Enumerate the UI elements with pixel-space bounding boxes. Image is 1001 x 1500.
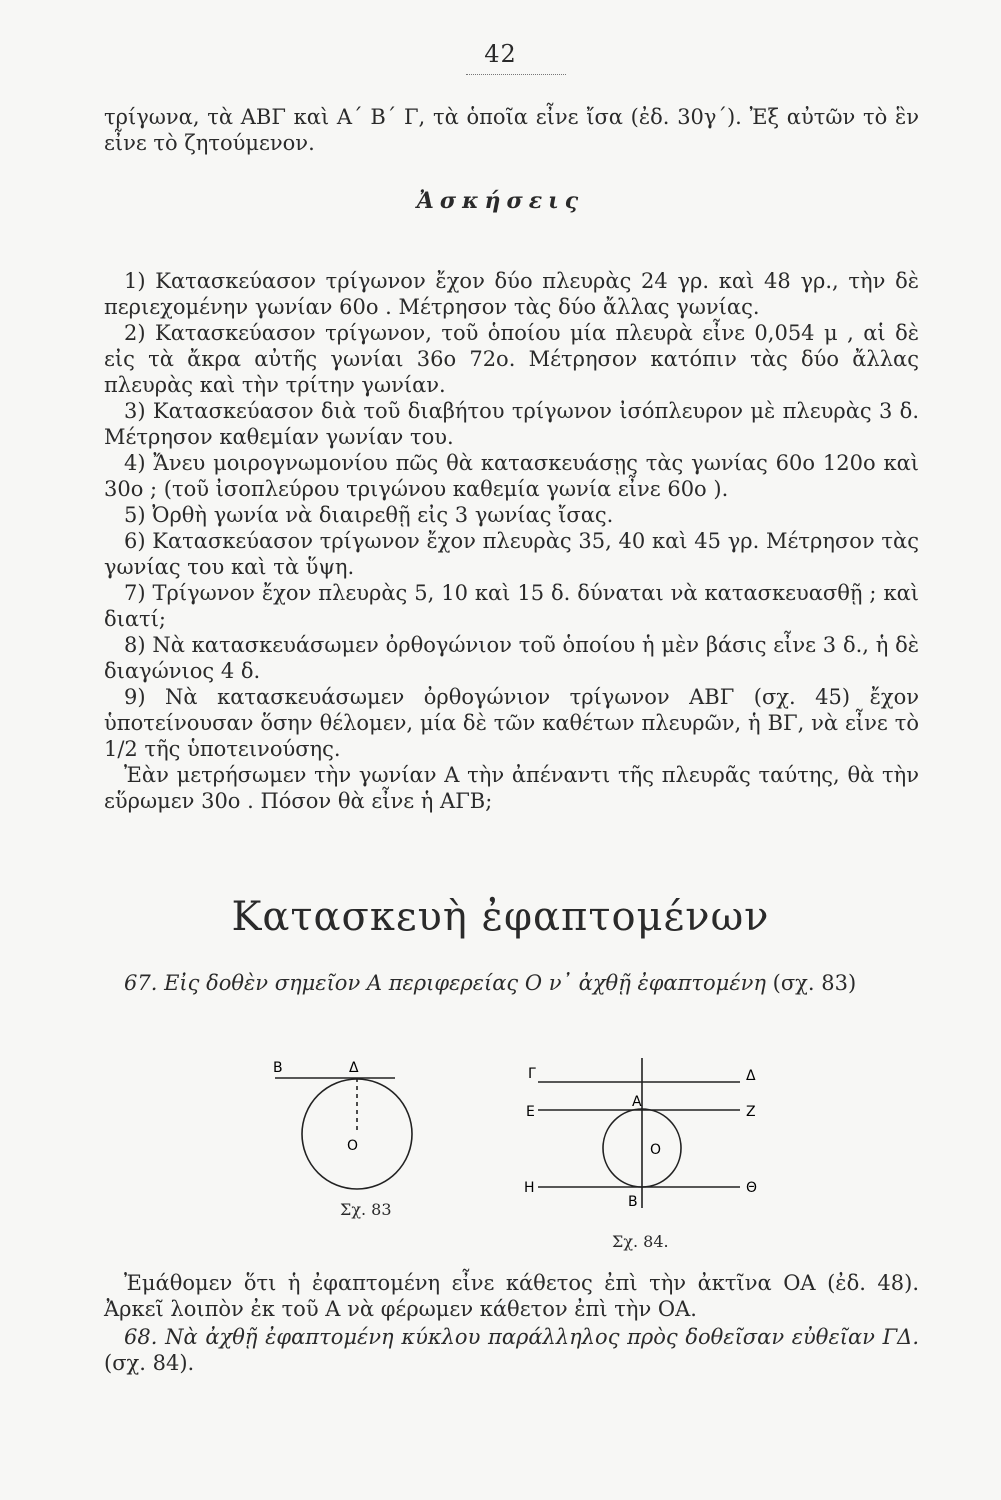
- figure-83: [265, 1050, 425, 1200]
- intro-text: τρίγωνα, τὰ ΑΒΓ καὶ Α΄ Β΄ Γ, τὰ ὁποῖα εἶνε ἴσα (ἐδ. 30γ΄). Ἐξ αὐτῶν τὸ ἓν εἶνε τὸ ζητούμενον.: [104, 105, 919, 155]
- label-e: Ε: [526, 1104, 535, 1120]
- label-o: Ο: [347, 1138, 359, 1154]
- exercise-item: 5) Ὀρθὴ γωνία νὰ διαιρεθῇ εἰς 3 γωνίας ἴσας.: [124, 503, 614, 527]
- problem-68-ref: (σχ. 84).: [104, 1351, 195, 1375]
- label-b: Β: [628, 1194, 638, 1210]
- label-o: Ο: [650, 1142, 662, 1158]
- figure-84-drawing: [520, 1050, 780, 1225]
- exercise-item: 8) Νὰ κατασκευάσωμεν ὀρθογώνιον τοῦ ὁποίου ἡ μὲν βάσις εἶνε 3 δ., ἡ δὲ διαγώνιος 4 δ.: [104, 633, 919, 683]
- exercise-item: 7) Τρίγωνον ἔχον πλευρὰς 5, 10 καὶ 15 δ. δύναται νὰ κατασκευασθῇ ; καὶ διατί;: [104, 581, 919, 631]
- problem-67: [104, 970, 919, 996]
- exercise-item: 9) Νὰ κατασκευάσωμεν ὀρθογώνιον τρίγωνον ΑΒΓ (σχ. 45) ἔχον ὑποτείνουσαν ὅσην θέλομεν, μία δὲ τῶν καθέτων πλευρῶν, ἡ ΒΓ, νὰ εἶνε τὸ 1/2 τῆς ὑποτεινούσης.: [104, 685, 919, 761]
- exercise-item: 2) Κατασκεύασον τρίγωνον, τοῦ ὁποίου μία πλευρὰ εἶνε 0,054 μ , αἱ δὲ εἰς τὰ ἄκρα αὐτῆς γωνίαι 36ο 72ο. Μέτρησον κατόπιν τὰς δύο ἄλλας πλευρὰς καὶ τὴν τρίτην γωνίαν.: [104, 321, 919, 397]
- problem-68-number: 68.: [124, 1325, 158, 1349]
- exercise-item: 1) Κατασκεύασον τρίγωνον ἔχον δύο πλευρὰς 24 γρ. καὶ 48 γρ., τὴν δὲ περιεχομένην γωνίαν 60ο . Μέτρησον τὰς δύο ἄλλας γωνίας.: [104, 269, 919, 319]
- after-figures-text: Ἐμάθομεν ὅτι ἡ ἐφαπτομένη εἶνε κάθετος ἐπὶ τὴν ἀκτῖνα ΟΑ (ἐδ. 48). Ἀρκεῖ λοιπὸν ἐκ τοῦ Α νὰ φέρωμεν κάθετον ἐπὶ τὴν ΟΑ.: [104, 1271, 919, 1321]
- label-d: Δ: [746, 1068, 756, 1084]
- exercises-heading: Ἀσκήσεις: [416, 188, 585, 214]
- label-h: Η: [524, 1180, 535, 1196]
- intro-paragraph: [104, 104, 919, 156]
- problem-67-ref: (σχ. 83): [772, 971, 857, 995]
- section-title: Κατασκευὴ ἐφαπτομένων: [231, 894, 770, 940]
- problem-68-statement: Νὰ ἀχθῇ ἐφαπτομένη κύκλου παράλληλος πρὸς δοθεῖσαν εὐθεῖαν ΓΔ.: [165, 1325, 919, 1349]
- problem-67-statement: Εἰς δοθὲν σημεῖον Α περιφερείας Ο ν᾿ ἀχθῇ ἐφαπτομένη: [164, 971, 766, 995]
- page-number: 42: [484, 40, 517, 68]
- figure-84: [520, 1050, 780, 1225]
- label-b: Β: [273, 1060, 283, 1076]
- label-z: Ζ: [746, 1104, 756, 1120]
- exercise-item: Ἐὰν μετρήσωμεν τὴν γωνίαν Α τὴν ἀπέναντι τῆς πλευρᾶς ταύτης, θὰ τὴν εὕρωμεν 30ο . Πόσον θὰ εἶνε ἡ ΑΓΒ;: [104, 763, 919, 813]
- problem-67-number: 67.: [124, 971, 158, 995]
- figure-84-caption: Σχ. 84.: [612, 1232, 669, 1251]
- figure-83-drawing: [265, 1050, 425, 1200]
- label-d: Δ: [349, 1060, 359, 1076]
- problem-68: [104, 1324, 919, 1376]
- header-rule: [466, 74, 566, 75]
- label-a: Α: [632, 1094, 642, 1110]
- exercise-item: 4) Ἄνευ μοιρογνωμονίου πῶς θὰ κατασκευάσῃς τὰς γωνίας 60ο 120ο καὶ 30ο ; (τοῦ ἰσοπλεύρου τριγώνου καθεμία γωνία εἶνε 60ο ).: [104, 451, 919, 501]
- label-g: Γ: [528, 1066, 536, 1082]
- label-th: Θ: [746, 1180, 758, 1196]
- exercise-item: 3) Κατασκεύασον διὰ τοῦ διαβήτου τρίγωνον ἰσόπλευρον μὲ πλευρὰς 3 δ. Μέτρησον καθεμίαν γωνίαν του.: [104, 399, 919, 449]
- figure-83-caption: Σχ. 83: [340, 1200, 392, 1219]
- exercises-list: [104, 268, 919, 814]
- exercise-item: 6) Κατασκεύασον τρίγωνον ἔχον πλευρὰς 35, 40 καὶ 45 γρ. Μέτρησον τὰς γωνίας του καὶ τὰ ὕψη.: [104, 529, 919, 579]
- after-figures-paragraph: [104, 1270, 919, 1322]
